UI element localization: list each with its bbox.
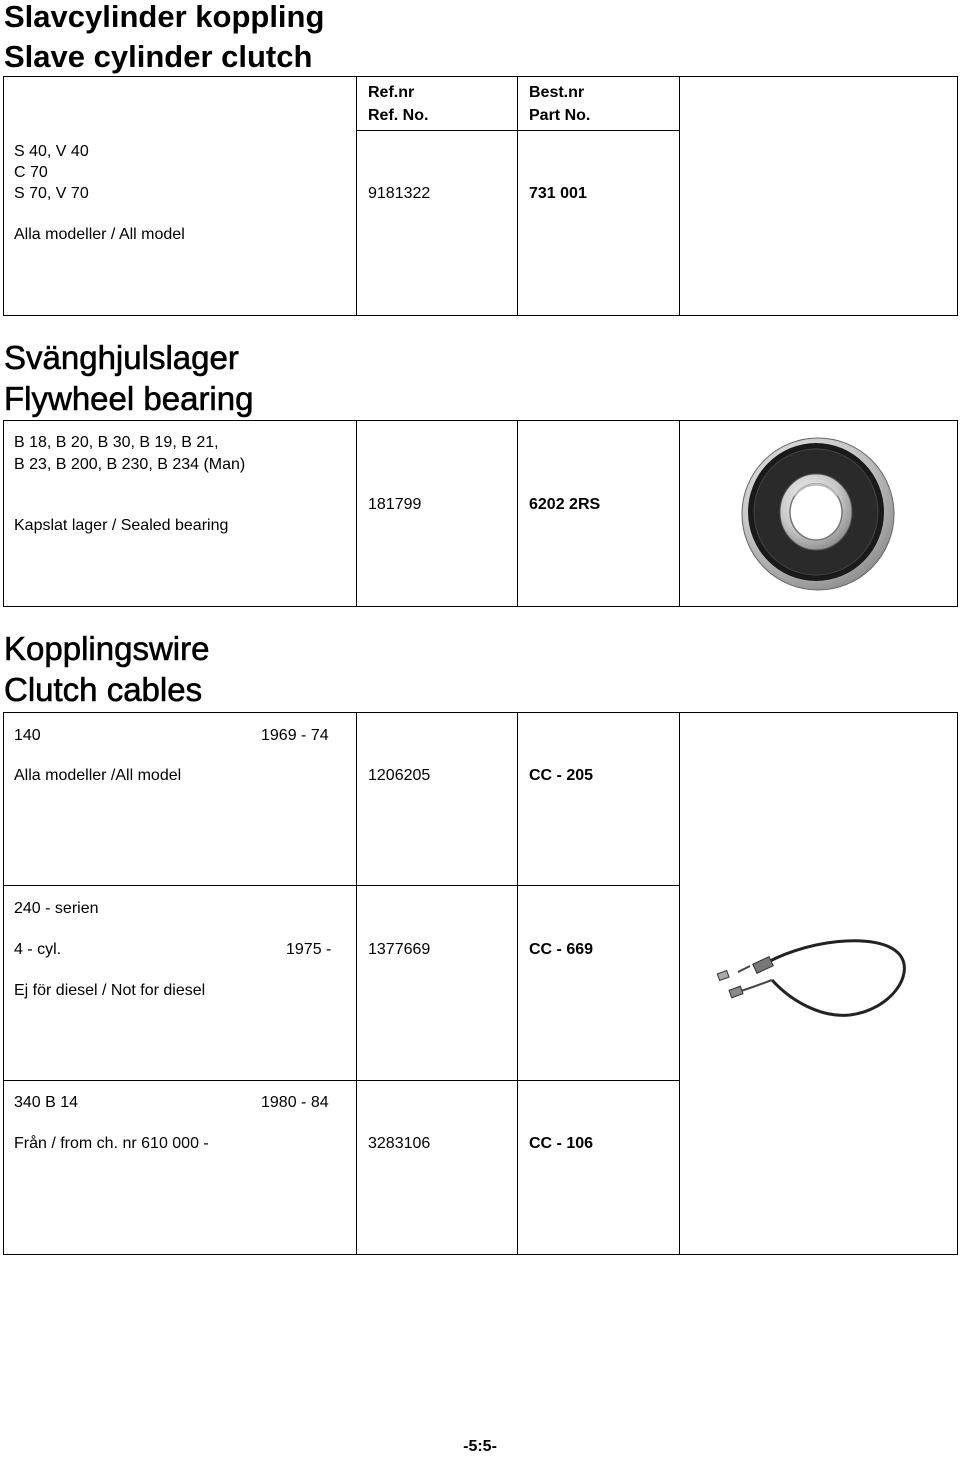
section3-col-divider-2 (517, 712, 518, 1255)
part-header-en: Part No. (529, 107, 591, 124)
section1-title-sv: Slavcylinder koppling (4, 0, 325, 34)
cable-row2-model: 240 - serien (14, 900, 99, 917)
cable-row3-years: 1980 - 84 (261, 1094, 329, 1111)
section1-col-divider-2 (517, 76, 518, 316)
clutch-cable-image (710, 920, 920, 1030)
section3-row-divider-2 (3, 1080, 679, 1081)
section1-model-3: S 70, V 70 (14, 185, 89, 202)
cable-row1-model: 140 (14, 727, 41, 744)
section2-ref: 181799 (368, 496, 422, 513)
cable-row3-part: CC - 106 (529, 1135, 594, 1152)
cable-row2-ref: 1377669 (368, 941, 431, 958)
page-number: -5:5- (463, 1438, 497, 1455)
cable-row1-part: CC - 205 (529, 767, 594, 784)
section2-col-divider-3 (679, 420, 680, 607)
section2-models-1: B 18, B 20, B 30, B 19, B 21, (14, 434, 219, 451)
section2-models-2: B 23, B 200, B 230, B 234 (Man) (14, 456, 246, 473)
cable-row1-ref: 1206205 (368, 767, 431, 784)
section1-title-en: Slave cylinder clutch (4, 39, 313, 74)
ref-header-en: Ref. No. (368, 107, 429, 124)
cable-row1-note: Alla modeller /All model (14, 767, 182, 784)
section2-part: 6202 2RS (529, 496, 601, 513)
cable-row3-model: 340 B 14 (14, 1094, 79, 1111)
cable-row2-part: CC - 669 (529, 941, 594, 958)
section3-title-en: Clutch cables (4, 671, 203, 708)
section1-col-divider-3 (679, 76, 680, 316)
part-header-sv: Best.nr (529, 84, 585, 101)
ref-header-sv: Ref.nr (368, 84, 415, 101)
section3-row-divider-1 (3, 885, 679, 886)
section2-title-en: Flywheel bearing (4, 380, 254, 417)
section2-title-sv: Svänghjulslager (4, 339, 239, 376)
section3-col-divider-1 (356, 712, 357, 1255)
section3-col-divider-3 (679, 712, 680, 1255)
cable-row3-note: Från / from ch. nr 610 000 - (14, 1135, 209, 1152)
section2-col-divider-1 (356, 420, 357, 607)
cable-row3-ref: 3283106 (368, 1135, 431, 1152)
section1-ref: 9181322 (368, 185, 431, 202)
section1-model-2: C 70 (14, 164, 48, 181)
section1-model-1: S 40, V 40 (14, 143, 89, 160)
section1-table (3, 76, 958, 316)
section2-note: Kapslat lager / Sealed bearing (14, 517, 229, 534)
section1-header-divider (356, 130, 679, 131)
cable-row2-note: Ej för diesel / Not for diesel (14, 982, 206, 999)
cable-row1-years: 1969 - 74 (261, 727, 329, 744)
section2-col-divider-2 (517, 420, 518, 607)
ball-bearing-image (740, 436, 896, 592)
section1-note: Alla modeller / All model (14, 226, 185, 243)
section1-part: 731 001 (529, 185, 587, 202)
section3-title-sv: Kopplingswire (4, 630, 210, 667)
section1-col-divider-1 (356, 76, 357, 316)
cable-row2-sub: 4 - cyl. (14, 941, 62, 958)
cable-row2-years: 1975 - (286, 941, 332, 958)
